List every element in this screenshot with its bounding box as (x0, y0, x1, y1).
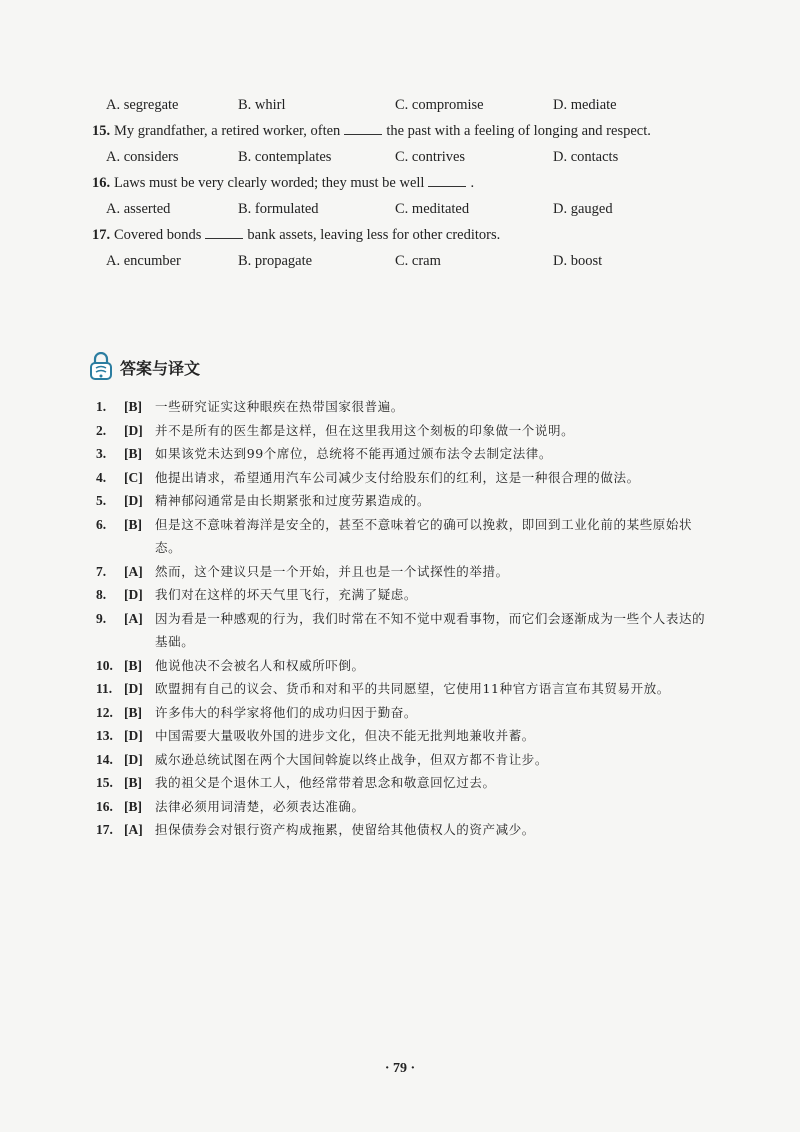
option-b: B. whirl (238, 97, 286, 113)
question-stem (92, 222, 712, 248)
answer-translation: 精神郁闷通常是由长期紧张和过度劳累造成的。 (155, 493, 431, 508)
answer-item (96, 489, 716, 513)
question-text-before: Laws must be very clearly worded; they must be well (114, 175, 425, 191)
question-options (92, 92, 712, 118)
answer-item (96, 513, 716, 560)
answer-item (96, 442, 716, 466)
answer-item (96, 771, 716, 795)
question-options (92, 144, 712, 170)
answer-number: 11. (96, 681, 113, 696)
option-a: A. considers (106, 149, 179, 165)
answer-key: [D] (124, 587, 143, 602)
answer-item (96, 724, 716, 748)
option-d: D. boost (553, 253, 603, 269)
answer-number: 13. (96, 728, 113, 743)
answer-number: 12. (96, 704, 113, 720)
option-d: D. gauged (553, 201, 613, 217)
answer-item (96, 818, 716, 842)
answer-item (96, 419, 716, 443)
answer-key: [B] (124, 516, 142, 532)
answers-header (88, 352, 200, 382)
answer-item (96, 466, 716, 490)
option-c: C. contrives (395, 149, 466, 165)
answer-key: [A] (124, 563, 143, 579)
answer-key: [B] (124, 399, 142, 414)
answer-translation: 担保债券会对银行资产构成拖累，使留给其他债权人的资产减少。 (155, 822, 535, 837)
option-d: D. contacts (553, 149, 619, 165)
answer-item (96, 795, 716, 819)
answer-key: [D] (124, 751, 143, 767)
option-c: C. cram (395, 253, 441, 269)
answer-item (96, 560, 716, 584)
question-number: 16. (92, 175, 111, 191)
option-a: A. asserted (106, 201, 171, 217)
answer-key: [D] (124, 728, 143, 743)
option-b: B. formulated (238, 201, 319, 217)
answer-number: 3. (96, 446, 107, 461)
question-text-before: My grandfather, a retired worker, often (114, 123, 341, 139)
question-text-after: bank assets, leaving less for other creditors. (247, 227, 501, 243)
answer-key: [D] (124, 493, 143, 508)
answer-number: 7. (96, 563, 107, 579)
answer-key: [B] (124, 798, 142, 814)
answer-translation: 法律必须用词清楚，必须表达准确。 (155, 798, 365, 814)
answers-title: 答案与译文 (120, 358, 201, 378)
answer-key: [B] (124, 775, 142, 790)
question-options (92, 196, 712, 222)
answer-number: 17. (96, 822, 113, 837)
answer-number: 5. (96, 493, 107, 508)
answer-translation: 欧盟拥有自己的议会、货币和对和平的共同愿望，它使用11种官方语言宣布其贸易开放。 (155, 681, 670, 696)
question-list (92, 92, 712, 274)
option-c: C. compromise (395, 97, 484, 113)
answer-key: [D] (124, 681, 143, 696)
answer-number: 10. (96, 657, 113, 673)
answer-item (96, 677, 716, 701)
question-text-after: the past with a feeling of longing and respect. (386, 123, 651, 139)
page-number: · 79 · (384, 1061, 416, 1076)
answer-key: [A] (124, 822, 143, 837)
answer-number: 8. (96, 587, 107, 602)
option-a: A. segregate (106, 97, 179, 113)
option-d: D. mediate (553, 97, 617, 113)
answer-translation: 他提出请求，希望通用汽车公司减少支付给股东们的红利，这是一种很合理的做法。 (155, 469, 640, 485)
answer-number: 16. (96, 798, 113, 814)
answer-translation: 我们对在这样的坏天气里飞行，充满了疑虑。 (155, 587, 418, 602)
answers-list (96, 395, 716, 842)
answer-blank (428, 170, 466, 187)
answer-translation: 然而，这个建议只是一个开始，并且也是一个试探性的举措。 (155, 563, 509, 579)
answer-number: 6. (96, 516, 107, 532)
option-b: B. propagate (238, 253, 313, 269)
answer-key: [D] (124, 422, 143, 438)
answer-translation: 中国需要大量吸收外国的进步文化，但决不能无批判地兼收并蓄。 (155, 728, 535, 743)
answer-item (96, 395, 716, 419)
answer-number: 4. (96, 469, 107, 485)
answer-key: [B] (124, 657, 142, 673)
answer-item (96, 654, 716, 678)
question-number: 15. (92, 123, 111, 139)
answer-item (96, 701, 716, 725)
question-number: 17. (92, 227, 111, 243)
answer-translation: 并不是所有的医生都是这样，但在这里我用这个刻板的印象做一个说明。 (155, 422, 575, 438)
answer-number: 14. (96, 751, 113, 767)
question-text-before: Covered bonds (114, 227, 202, 243)
answer-number: 9. (96, 610, 107, 626)
answer-key: [B] (124, 446, 142, 461)
answer-number: 2. (96, 422, 107, 438)
option-b: B. contemplates (238, 149, 332, 165)
question-options (92, 248, 712, 274)
option-a: A. encumber (106, 253, 181, 269)
answer-translation: 因为看是一种感观的行为，我们时常在不知不觉中观看事物，而它们会逐渐成为一些个人表达的基础。 (155, 610, 706, 649)
answer-item (96, 583, 716, 607)
answer-item (96, 607, 716, 654)
answer-item (96, 748, 716, 772)
question-stem (92, 170, 712, 196)
question-text-after: . (470, 175, 475, 191)
lock-book-icon (88, 352, 114, 382)
question-stem (92, 118, 712, 144)
answer-translation: 如果该党未达到99个席位，总统将不能再通过颁布法令去制定法律。 (155, 446, 553, 461)
answer-translation: 一些研究证实这种眼疾在热带国家很普遍。 (155, 399, 404, 414)
answer-key: [A] (124, 610, 143, 626)
answer-blank (344, 118, 382, 135)
answer-blank (205, 222, 243, 239)
answer-key: [B] (124, 704, 142, 720)
answer-translation: 威尔逊总统试图在两个大国间斡旋以终止战争，但双方都不肯让步。 (155, 751, 549, 767)
answer-translation: 我的祖父是个退休工人，他经常带着思念和敬意回忆过去。 (155, 775, 496, 790)
answer-number: 15. (96, 775, 113, 790)
answer-number: 1. (96, 399, 107, 414)
answer-translation: 但是这不意味着海洋是安全的，甚至不意味着它的确可以挽救，即回到工业化前的某些原始状态。 (155, 516, 693, 555)
answer-translation: 他说他决不会被名人和权威所吓倒。 (155, 657, 365, 673)
answer-translation: 许多伟大的科学家将他们的成功归因于勤奋。 (155, 704, 418, 720)
answer-key: [C] (124, 469, 143, 485)
option-c: C. meditated (395, 201, 470, 217)
